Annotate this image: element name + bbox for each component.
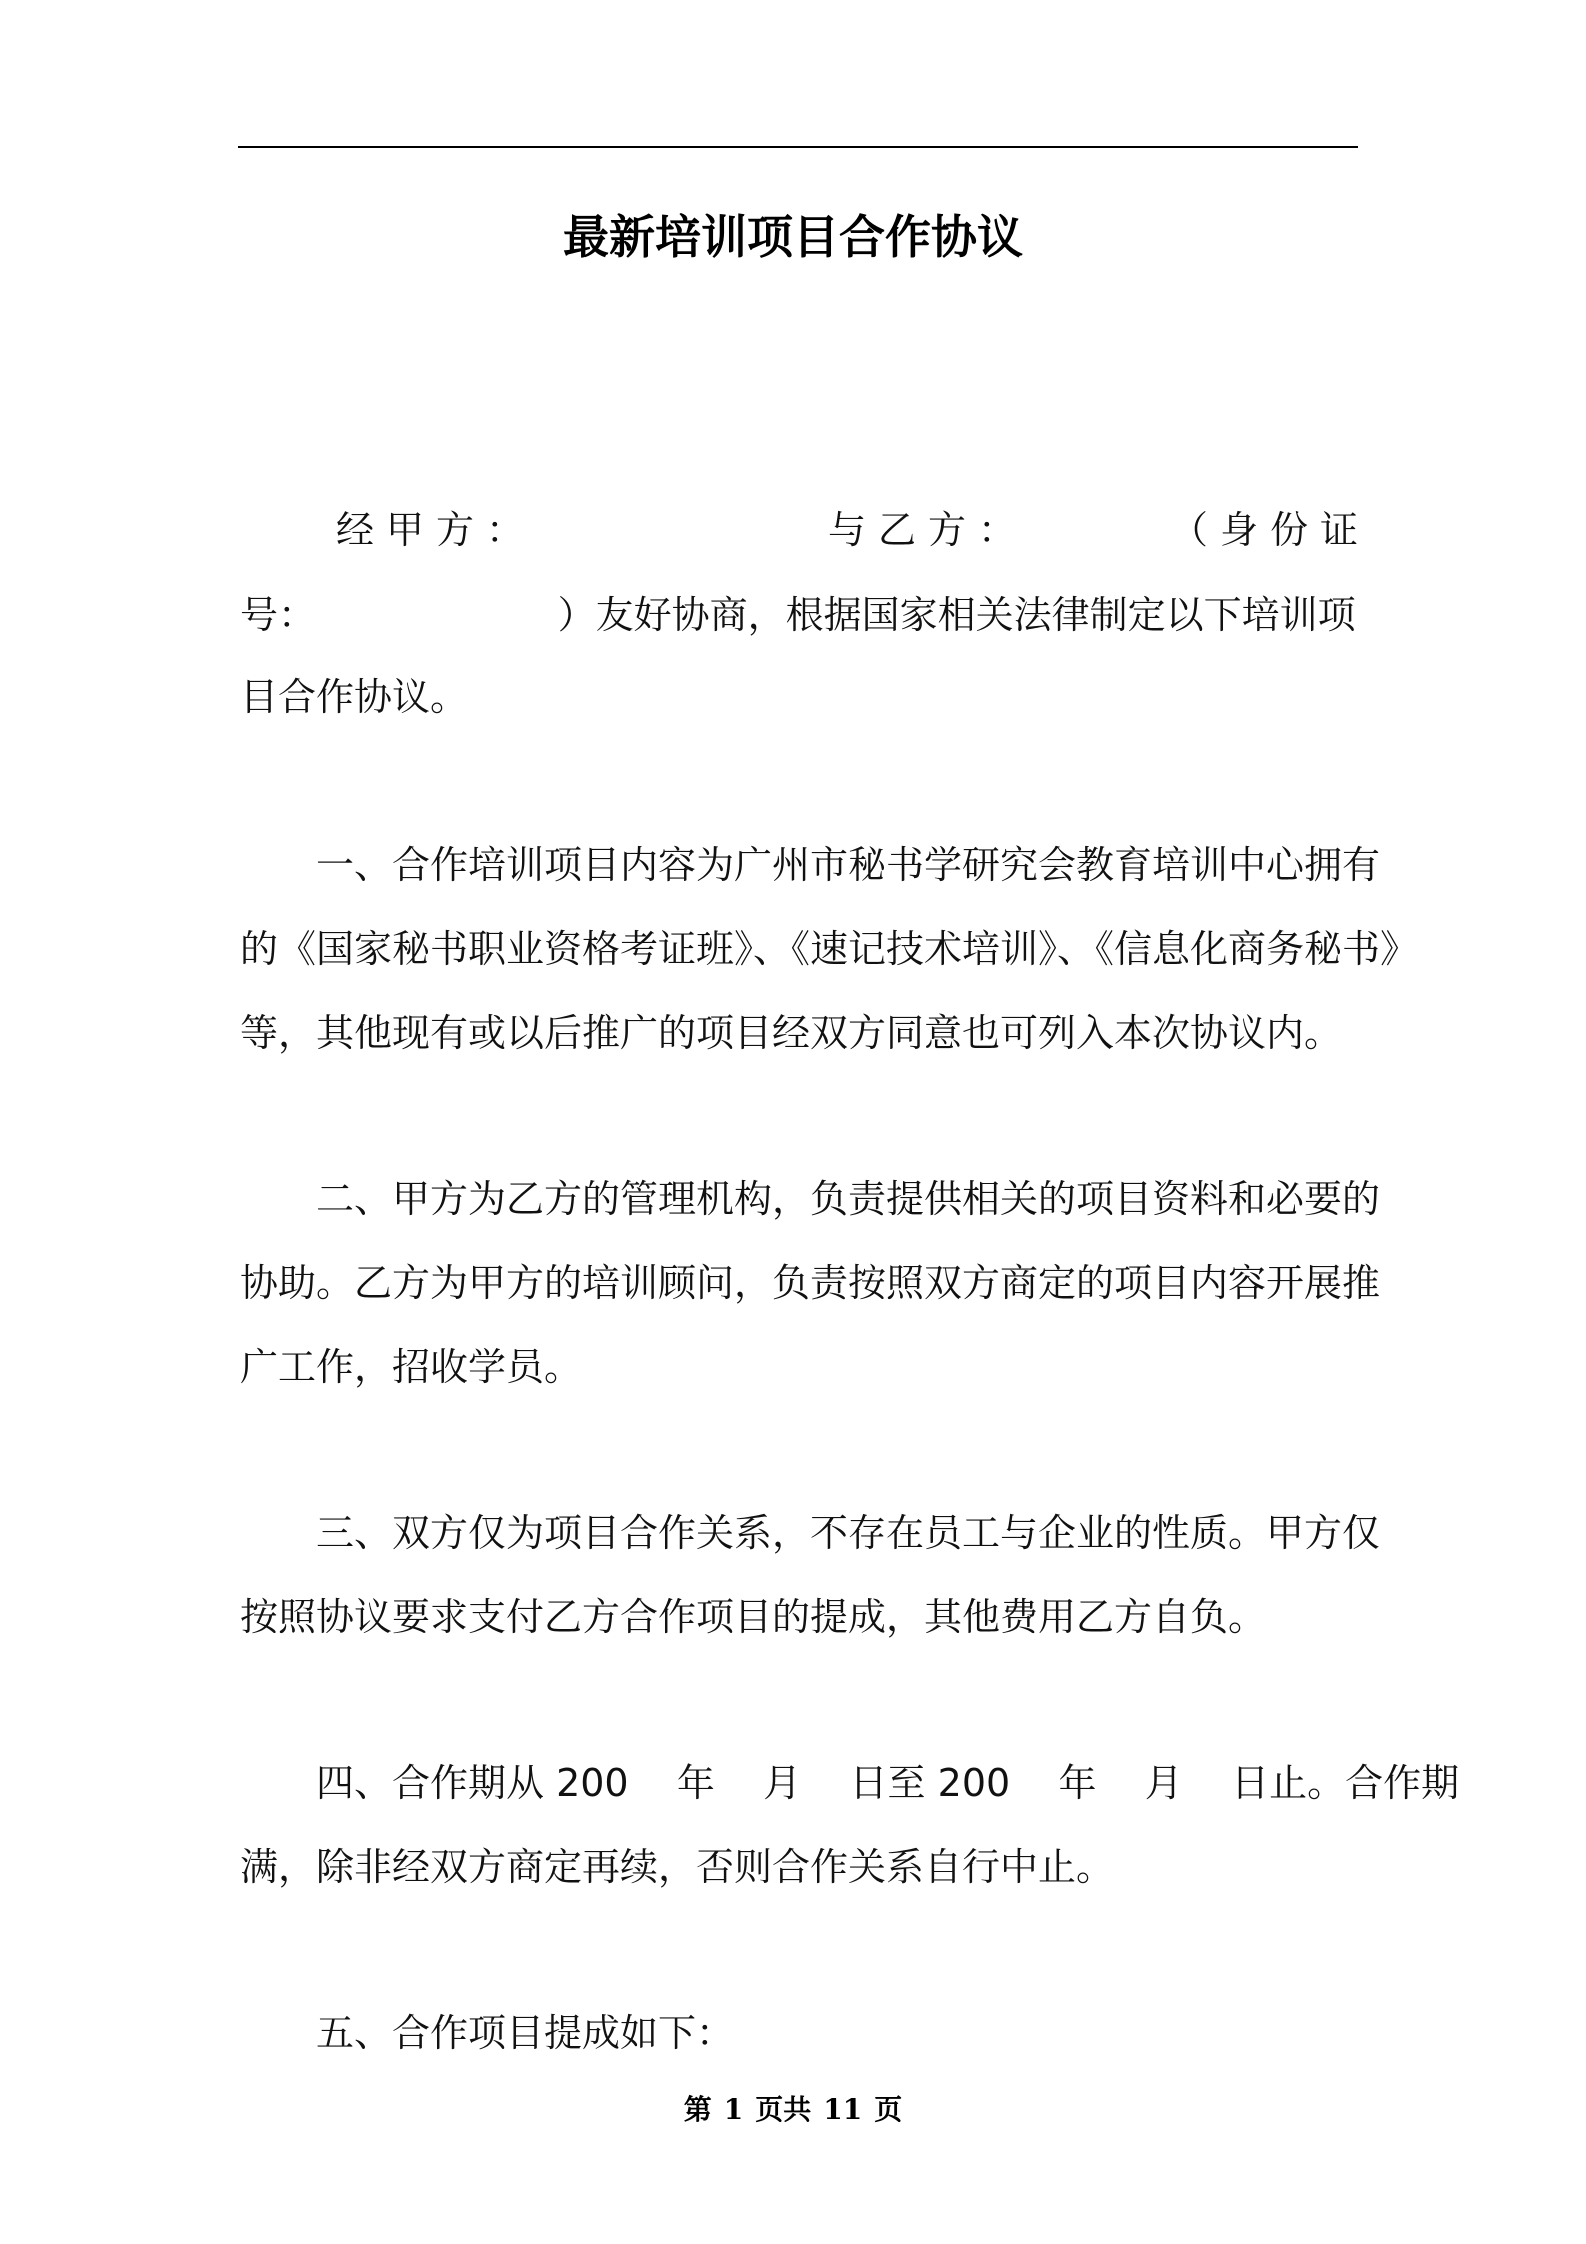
- footer-suffix: 页: [874, 2093, 903, 2126]
- header-rule: [238, 146, 1358, 148]
- clause-1-line-2: 的《国家秘书职业资格考证班》、《速记技术培训》、《信息化商务秘书》: [240, 927, 1419, 971]
- intro-id-label: （身份证: [1170, 508, 1371, 552]
- footer-total-pages: 11: [823, 2093, 863, 2126]
- clause-3-line-1: 三、双方仅为项目合作关系，不存在员工与企业的性质。甲方仅: [316, 1511, 1381, 1555]
- clause-2-line-3: 广工作，招收学员。: [240, 1345, 583, 1389]
- clause-3-line-2: 按照协议要求支付乙方合作项目的提成，其他费用乙方自负。: [240, 1595, 1267, 1639]
- intro-party-a: 经甲方：: [336, 508, 537, 552]
- footer-page-number: 1: [723, 2093, 744, 2126]
- intro-line-3: 目合作协议。: [240, 675, 469, 719]
- intro-line-2: 号： ）友好协商，根据国家相关法律制定以下培训项: [240, 593, 1356, 637]
- clause-2-line-1: 二、甲方为乙方的管理机构，负责提供相关的项目资料和必要的: [316, 1177, 1381, 1221]
- clause-1-line-1: 一、合作培训项目内容为广州市秘书学研究会教育培训中心拥有: [316, 843, 1381, 887]
- intro-party-b: 与乙方：: [828, 508, 1029, 552]
- clause-2-line-2: 协助。乙方为甲方的培训顾问，负责按照双方商定的项目内容开展推: [240, 1261, 1381, 1305]
- clause-4-line-1: 四、合作期从 200 年 月 日至 200 年 月 日止。合作期: [316, 1761, 1460, 1805]
- clause-4-line-2: 满，除非经双方商定再续，否则合作关系自行中止。: [240, 1845, 1115, 1889]
- clause-5-line-1: 五、合作项目提成如下：: [316, 2011, 735, 2055]
- page-footer: [0, 2090, 1586, 2130]
- document-title: 最新培训项目合作协议: [563, 210, 1023, 264]
- footer-prefix: 第: [683, 2093, 712, 2126]
- clause-1-line-3: 等，其他现有或以后推广的项目经双方同意也可列入本次协议内。: [240, 1011, 1343, 1055]
- footer-middle: 页共: [755, 2093, 812, 2126]
